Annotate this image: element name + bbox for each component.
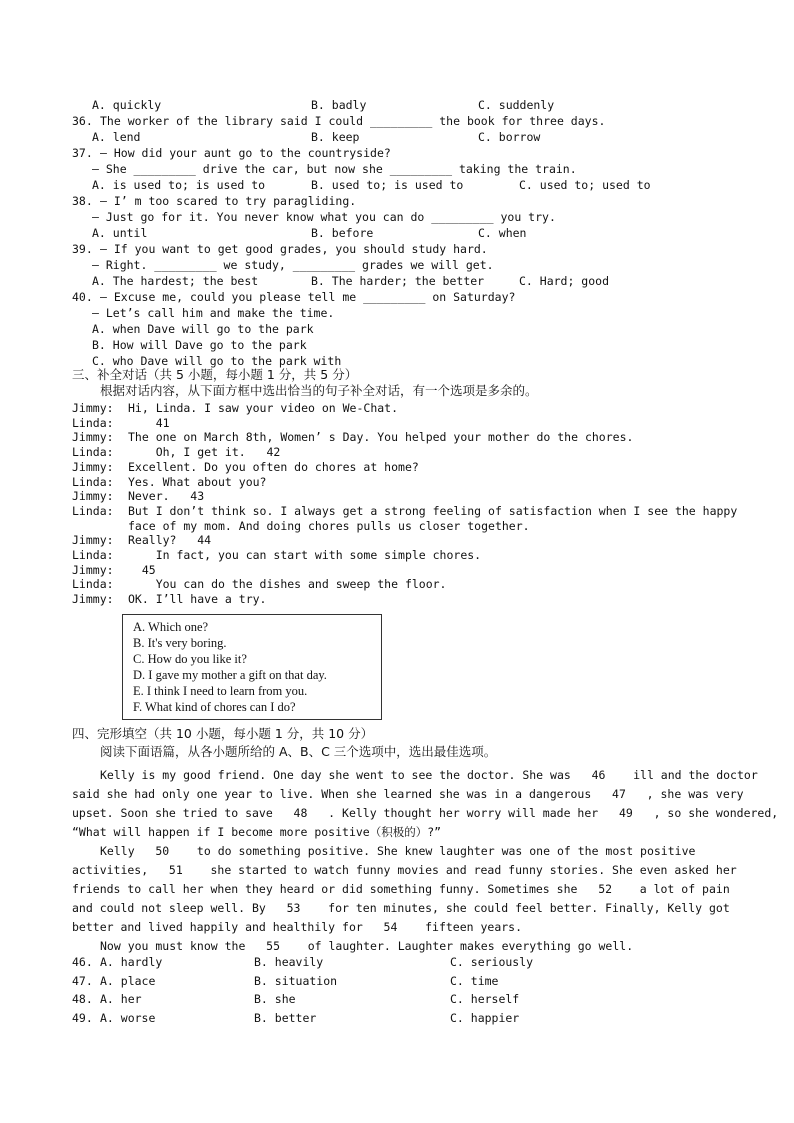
q36-option-c: C. borrow <box>478 130 541 144</box>
option-d: D. I gave my mother a gift on that day. <box>133 668 327 682</box>
option-e: E. I think I need to learn from you. <box>133 684 308 698</box>
dialog-speaker: Jimmy: <box>72 430 114 445</box>
passage-line: and could not sleep well. By 53 for ten minutes, she could feel better. Finally, Kelly got <box>72 901 730 915</box>
q40-option-c: C. who Dave will go to the park with <box>92 354 342 368</box>
dialog-speaker: Linda: <box>72 445 114 460</box>
option-f: F. What kind of chores can I do? <box>133 700 296 714</box>
q35-option-c: C. suddenly <box>478 98 555 112</box>
cloze-option: A. hardly <box>100 955 163 969</box>
dialog-text: Excellent. Do you often do chores at home? <box>128 459 419 474</box>
q40-option-a: A. when Dave will go to the park <box>92 322 314 336</box>
cloze-option: B. better <box>254 1011 317 1026</box>
dialog-text: 45 <box>128 562 177 577</box>
dialog-text: The one on March 8th, Women’ s Day. You helped your mother do the chores. <box>128 430 634 445</box>
q37-line1: — How did your aunt go to the countryside? <box>100 146 391 160</box>
q38-number: 38. <box>72 194 93 208</box>
q38-option-c: C. when <box>478 226 527 240</box>
passage-line: Kelly 50 to do something positive. She knew laughter was one of the most positive <box>100 844 696 858</box>
part3-instruction: 根据对话内容，从下面方框中选出恰当的句子补全对话，有一个选项是多余的。 <box>100 383 538 398</box>
q39-line2: — Right. _________ we study, _________ grades we will get. <box>92 258 494 272</box>
q39-number: 39. <box>72 242 93 256</box>
dialog-text: Really? 44 <box>128 533 232 548</box>
q40-line1: — Excuse me, could you please tell me _________ on Saturday? <box>100 290 516 304</box>
dialog-text: Never. 43 <box>128 489 225 504</box>
cloze-option: B. situation <box>254 973 338 988</box>
dialog-speaker: Linda: <box>72 503 114 518</box>
cloze-question-number: 47. <box>72 973 93 988</box>
dialog-text: Oh, I get it. 42 <box>128 445 302 460</box>
cloze-option: B. she <box>254 992 296 1007</box>
dialog-text: OK. I’ll have a try. <box>128 592 267 607</box>
cloze-option: B. heavily <box>254 955 324 969</box>
part4-instruction: 阅读下面语篇，从各小题所给的 A、B、C 三个选项中，选出最佳选项。 <box>100 744 497 759</box>
q37-number: 37. <box>72 146 93 160</box>
passage-line: better and lived happily and healthily for 54 fifteen years. <box>72 920 523 934</box>
q38-line2: — Just go for it. You never know what you can do _________ you try. <box>92 210 556 224</box>
q36-option-b: B. keep <box>311 130 360 144</box>
option-b: B. It's very boring. <box>133 636 227 650</box>
passage-line: friends to call her when they heard or did something funny. Sometimes she 52 a lot of pain <box>72 882 730 896</box>
part4-heading: 四、完形填空（共 10 小题，每小题 1 分，共 10 分） <box>72 726 374 741</box>
q36-number: 36. <box>72 114 93 128</box>
dialog-speaker: Linda: <box>72 474 114 489</box>
cloze-option: A. her <box>100 992 142 1007</box>
q40-option-b: B. How will Dave go to the park <box>92 338 307 352</box>
q36-text: The worker of the library said I could _________ the book for three days. <box>100 114 606 128</box>
dialog-speaker: Linda: <box>72 415 114 430</box>
q38-option-b: B. before <box>311 226 374 240</box>
cloze-option: A. place <box>100 973 156 988</box>
cloze-option: C. herself <box>450 992 520 1007</box>
passage-line: Now you must know the 55 of laughter. Laughter makes everything go well. <box>100 939 634 953</box>
q40-line2: — Let’s call him and make the time. <box>92 306 335 320</box>
dialog-speaker: Jimmy: <box>72 533 114 548</box>
cloze-question-number: 48. <box>72 992 93 1007</box>
passage-line: Kelly is my good friend. One day she went to see the doctor. She was 46 ill and the doctor <box>100 768 758 782</box>
q39-line1: — If you want to get good grades, you should study hard. <box>100 242 488 256</box>
dialog-speaker: Jimmy: <box>72 592 114 607</box>
q37-line2: — She _________ drive the car, but now she _________ taking the train. <box>92 162 577 176</box>
option-c: C. How do you like it? <box>133 652 247 666</box>
q38-option-a: A. until <box>92 226 148 240</box>
q39-option-c: C. Hard; good <box>519 274 610 288</box>
dialog-speaker: Linda: <box>72 577 114 592</box>
q37-option-a: A. is used to; is used to <box>92 178 266 192</box>
passage-line: upset. Soon she tried to save 48 . Kelly thought her worry will made her 49 , so she wondered, <box>72 806 779 820</box>
part3-heading: 三、补全对话（共 5 小题，每小题 1 分，共 5 分） <box>72 367 358 382</box>
q35-option-a: A. quickly <box>92 98 162 112</box>
cloze-option: C. seriously <box>450 955 534 969</box>
dialog-speaker: Linda: <box>72 548 114 562</box>
cloze-question-number: 46. <box>72 955 93 969</box>
passage-line: activities, 51 she started to watch funny movies and read funny stories. She even asked her <box>72 863 737 877</box>
dialog-text: face of my mom. And doing chores pulls us closer together. <box>128 518 530 533</box>
q35-option-b: B. badly <box>311 98 367 112</box>
option-a: A. Which one? <box>133 620 209 634</box>
q37-option-b: B. used to; is used to <box>311 178 464 192</box>
passage-line: “What will happen if I become more positive（积极的）?” <box>72 825 442 839</box>
dialog-text: You can do the dishes and sweep the floor. <box>128 577 447 592</box>
dialog-speaker: Jimmy: <box>72 562 114 577</box>
q39-option-b: B. The harder; the better <box>311 274 485 288</box>
dialog-text: In fact, you can start with some simple chores. <box>128 548 482 562</box>
q39-option-a: A. The hardest; the best <box>92 274 259 288</box>
cloze-option: C. time <box>450 973 499 988</box>
dialog-speaker: Jimmy: <box>72 401 114 415</box>
dialog-text: But I don’t think so. I always get a strong feeling of satisfaction when I see the happy <box>128 503 738 518</box>
dialog-speaker: Jimmy: <box>72 459 114 474</box>
dialog-speaker: Jimmy: <box>72 489 114 504</box>
q38-line1: — I’ m too scared to try paragliding. <box>100 194 357 208</box>
cloze-option: C. happier <box>450 1011 520 1026</box>
q37-option-c: C. used to; used to <box>519 178 651 192</box>
dialog-text: 41 <box>128 415 198 430</box>
dialog-text: Yes. What about you? <box>128 474 267 489</box>
dialog-text: Hi, Linda. I saw your video on We-Chat. <box>128 401 399 415</box>
q36-option-a: A. lend <box>92 130 141 144</box>
passage-line: said she had only one year to live. When she learned she was in a dangerous 47 , she was very <box>72 787 744 801</box>
options-box <box>122 614 382 720</box>
q40-number: 40. <box>72 290 93 304</box>
cloze-option: A. worse <box>100 1011 156 1026</box>
cloze-question-number: 49. <box>72 1011 93 1026</box>
